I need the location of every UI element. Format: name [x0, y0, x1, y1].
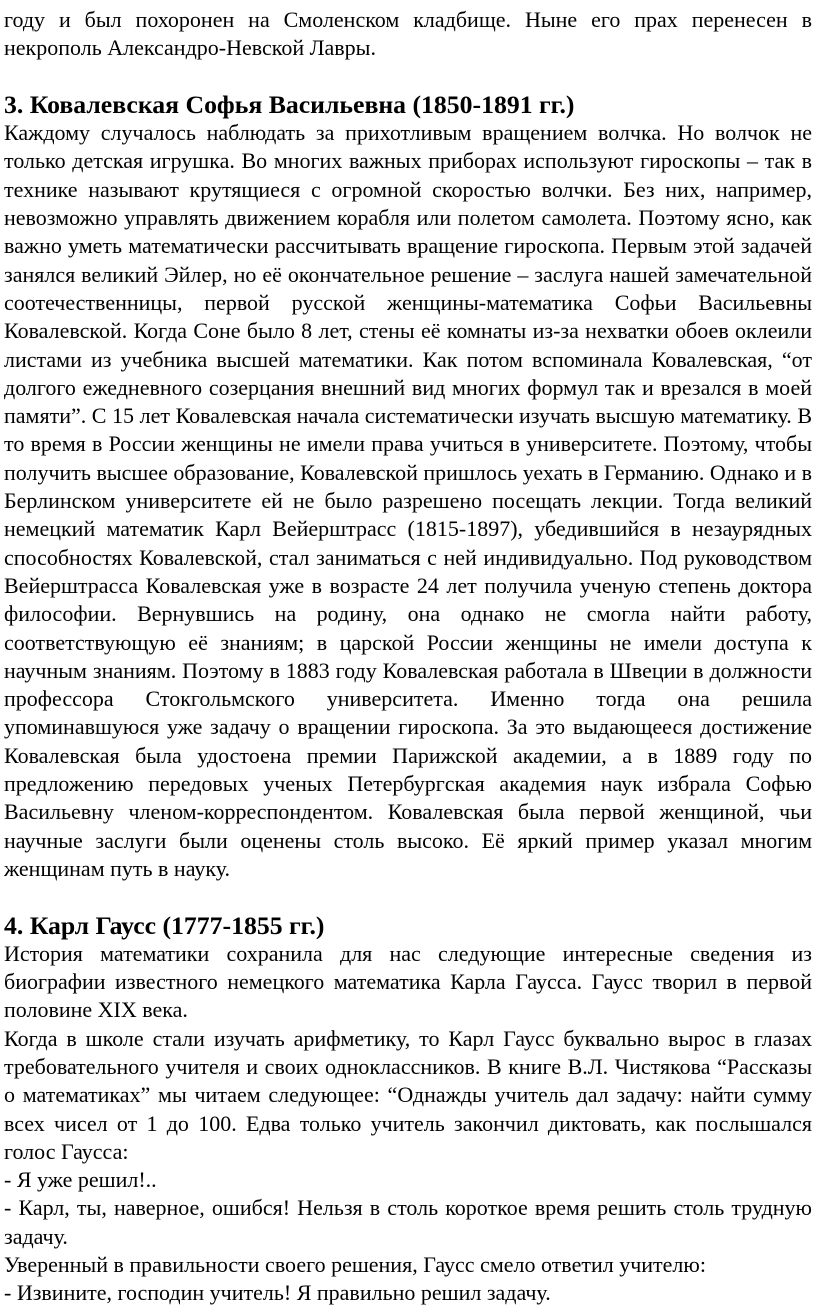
section-4-paragraph: История математики сохранила для нас следующие интересные сведения из биографии известного немецкого математика Карла Гаусса. Гаусс творил в первой половине XIX века. — [4, 940, 812, 1023]
section-3-heading: 3. Ковалевская Софья Васильевна (1850-1891 гг.) — [4, 89, 575, 119]
section-4-paragraph: Уверенный в правильности своего решения, Гаусс смело ответил учителю: — [4, 1252, 706, 1278]
intro-paragraph: году и был похоронен на Смоленском кладбище. Ныне его прах перенесен в некрополь Александро-Невской Лавры. — [4, 7, 812, 61]
dialogue-line: - Я уже решил!.. — [4, 1167, 157, 1193]
section-spacer — [4, 63, 812, 91]
section-spacer — [4, 883, 812, 911]
section-3-paragraph: Каждому случалось наблюдать за прихотливым вращением волчка. Но волчок не только детская игрушка. Во многих важных приборах используют гироскопы – так в технике называют крутящиеся с огромной скоростью волчки. Без них, например, невозможно управлять движением корабля или полетом самолета. Поэтому ясно, как важно уметь математически рассчитывать вращение гироскопа. Первым этой задачей занялся великий Эйлер, но её окончательное решение – заслуга нашей замечательной соотечественницы, первой русской женщины-математика Софьи Васильевны Ковалевской. Когда Соне было 8 лет, стены её комнаты из-за нехватки обоев оклеили листами из учебника высшей математики. Как потом вспоминала Ковалевская, “от долгого ежедневного созерцания внешний вид многих формул так и врезался в моей памяти”. С 15 лет Ковалевская начала систематически изучать высшую математику. В то время в России женщины не имели права учиться в университете. Поэтому, чтобы получить высшее образование, Ковалевской пришлось уехать в Германию. Однако и в Берлинском университете ей не было разрешено посещать лекции. Тогда великий немецкий математик Карл Вейерштрасс (1815-1897), убедившийся в незаурядных способностях Ковалевской, стал заниматься с ней индивидуально. Под руководством Вейерштрасса Ковалевская уже в возрасте 24 лет получила ученую степень доктора философии. Вернувшись на родину, она однако не смогла найти работу, соответствующую её знаниям; в царской России женщины не имели доступа к научным знаниям. Поэтому в 1883 году Ковалевская работала в Швеции в должности профессора Стокгольмского университета. Именно тогда она решила упоминавшуюся уже задачу о вращении гироскопа. За это выдающееся достижение Ковалевская была удостоена премии Парижской академии, а в 1889 году по предложению передовых ученых Петербургская академия наук избрала Софью Васильевну членом-корреспондентом. Ковалевская была первой женщиной, чьи научные заслуги были оценены столь высоко. Её яркий пример указал многим женщинам путь в науку. — [4, 120, 812, 881]
section-4-heading: 4. Карл Гаусс (1777-1855 гг.) — [4, 910, 325, 940]
dialogue-line: - Карл, ты, наверное, ошибся! Нельзя в столь короткое время решить столь трудную задачу. — [4, 1195, 812, 1249]
dialogue-line: - Извините, господин учитель! Я правильно решил задачу. — [4, 1280, 551, 1306]
section-4-paragraph: Когда в школе стали изучать арифметику, то Карл Гаусс буквально вырос в глазах требовательного учителя и своих одноклассников. В книге В.Л. Чистякова “Рассказы о математиках” мы читаем следующее: “Однажды учитель дал задачу: найти сумму всех чисел от 1 до 100. Едва только учитель закончил диктовать, как послышался голос Гаусса: — [4, 1025, 812, 1164]
